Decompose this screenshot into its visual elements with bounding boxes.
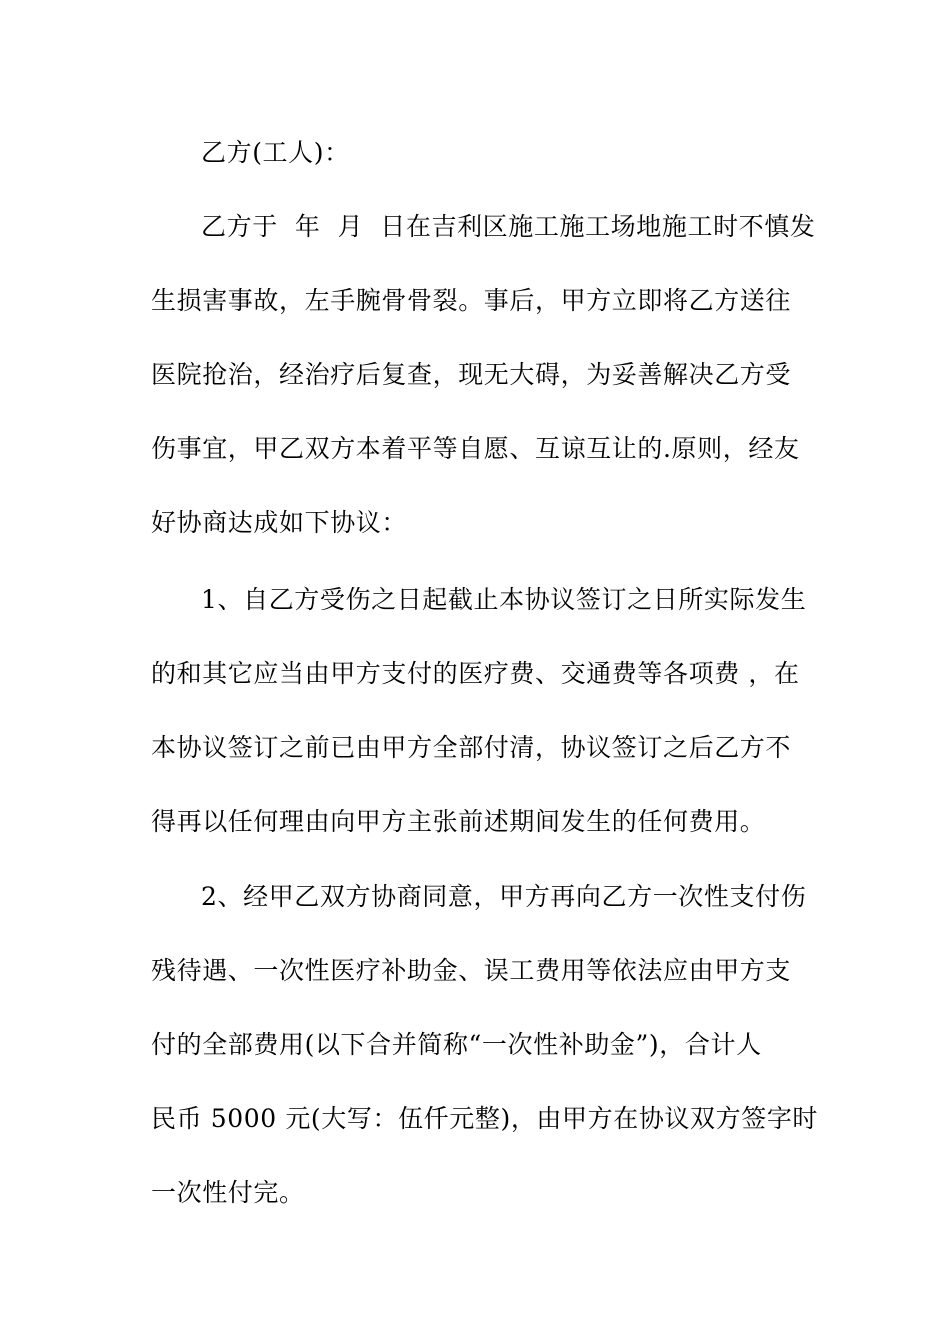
party-b-label: 乙方(工人)： — [201, 138, 350, 167]
clause-2-line-5: 一次性付完。 — [151, 1178, 305, 1207]
paragraph-1-line-2: 生损害事故，左手腕骨骨裂。事后，甲方立即将乙方送往 — [151, 286, 792, 315]
clause-1-line-3: 本协议签订之前已由甲方全部付清，协议签订之后乙方不 — [151, 733, 792, 762]
paragraph-1-line-1: 乙方于 年 月 日在吉利区施工施工场地施工时不慎发 — [201, 212, 816, 241]
clause-1-line-2: 的和其它应当由甲方支付的医疗费、交通费等各项费 ，在 — [151, 659, 800, 688]
clause-1-line-1: 1、自乙方受伤之日起截止本协议签订之日所实际发生 — [201, 585, 807, 614]
paragraph-1-line-3: 医院抢治，经治疗后复查，现无大碍，为妥善解决乙方受 — [151, 360, 792, 389]
clause-2-line-2: 残待遇、一次性医疗补助金、误工费用等依法应由甲方支 — [151, 956, 792, 985]
clause-2-line-1: 2、经甲乙双方协商同意，甲方再向乙方一次性支付伤 — [201, 882, 807, 911]
paragraph-1-line-5: 好协商达成如下协议： — [151, 508, 408, 537]
clause-2-line-3: 付的全部费用(以下合并简称“一次性补助金”)，合计人 — [151, 1030, 762, 1059]
clause-1-line-4: 得再以任何理由向甲方主张前述期间发生的任何费用。 — [151, 807, 766, 836]
paragraph-1-line-4: 伤事宜，甲乙双方本着平等自愿、互谅互让的.原则，经友 — [151, 434, 800, 463]
clause-2-line-4: 民币 5000 元(大写：伍仟元整)，由甲方在协议双方签字时 — [151, 1104, 819, 1133]
